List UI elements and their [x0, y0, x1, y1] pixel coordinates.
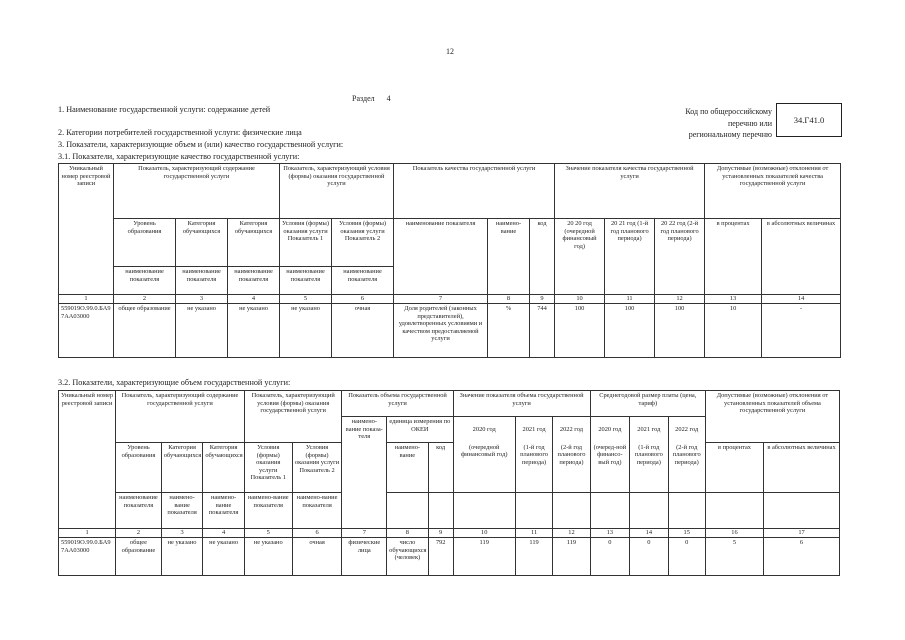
- v-blank-5: [630, 493, 668, 529]
- v-row-v3: 119: [553, 538, 590, 576]
- q-row-code: 744: [530, 304, 555, 358]
- v-row-cat1: не указано: [161, 538, 203, 576]
- v-unique-cont2: [59, 493, 116, 529]
- v-y2020: 2020 год: [472, 426, 496, 433]
- v-p2020-cell: [590, 417, 629, 493]
- q-row-v1: 100: [555, 304, 605, 358]
- v-unique-cont: [59, 443, 116, 493]
- v-blank-4: [590, 493, 629, 529]
- q-h-percent: в процентах: [705, 219, 762, 295]
- v-num: 9: [428, 529, 453, 538]
- q-row-cat2: не указано: [228, 304, 280, 358]
- q-num: 8: [488, 295, 530, 304]
- q-row-absolute: -: [762, 304, 841, 358]
- v-row-cond2: очная: [292, 538, 342, 576]
- q-h-deviation: Допустимые (возможные) отклонения от установленных показателей качества государственной услуги: [705, 164, 841, 219]
- q-sub-cat2: [228, 219, 280, 295]
- v-p-y2021: 2021 год: [637, 426, 661, 433]
- q-row-id: 559019О.99.0.БА97АА03000: [59, 304, 114, 358]
- section-title: [352, 94, 391, 103]
- v-p-y2020: 2020 год: [598, 426, 622, 433]
- v-num: 14: [630, 529, 668, 538]
- v-num: 12: [553, 529, 590, 538]
- v-blank-1: [453, 493, 515, 529]
- v-y2021: 2021 год: [522, 426, 546, 433]
- v-p2022-cell: [668, 417, 705, 493]
- v-sub-name4: наимено-вание показателя: [244, 493, 292, 529]
- q-num: 1: [59, 295, 114, 304]
- section-number: 4: [386, 94, 391, 103]
- v-num: 3: [161, 529, 203, 538]
- v-sub-level: Уровень образования: [116, 443, 162, 493]
- q-sub-name4: наименование показателя: [280, 266, 331, 283]
- v-p2021-cell: [630, 417, 668, 493]
- q-h-name: наименование показателя: [394, 219, 488, 295]
- q-row-level: общее образование: [114, 304, 176, 358]
- volume-heading: 3.2. Показатели, характеризующие объем государственной услуги:: [58, 378, 291, 387]
- v-p2021: (1-й год планового периода): [634, 443, 663, 466]
- q-sub-cond2: [332, 219, 394, 295]
- q-row-cond1: не указано: [280, 304, 332, 358]
- v-num: 6: [292, 529, 342, 538]
- v-h-absolute: в абсолютных величинах: [764, 443, 840, 493]
- q-num: 14: [762, 295, 841, 304]
- v-d2022: (2-й год планового периода): [557, 443, 586, 466]
- v-row-percent: 5: [705, 538, 763, 576]
- q-h-unique: Уникальный номер реестровой записи: [59, 164, 114, 295]
- registry-code-box: 34.Г41.0: [776, 103, 842, 137]
- v-num: 2: [116, 529, 162, 538]
- v-blank-7: [705, 493, 763, 529]
- v-p2020: (очеред-ной финансо-вый год): [593, 443, 627, 466]
- quality-table: [58, 163, 841, 358]
- section-label: Раздел: [352, 94, 375, 103]
- v-row-indicator: физические лица: [342, 538, 387, 576]
- v-d2020: (очередной финансовый год): [461, 443, 508, 459]
- q-sub-cond2-text: Условия (формы) оказания услуги Показатель 2: [339, 220, 386, 243]
- v-blank-code: [428, 493, 453, 529]
- q-data-row: [59, 304, 841, 358]
- v-y2020-cell: [453, 417, 515, 493]
- v-sub-cat1: Категория обучающихся: [161, 443, 203, 493]
- q-sub-cat1-text: Категория обучающихся: [182, 220, 221, 235]
- v-number-row: [59, 529, 840, 538]
- q-num: 9: [530, 295, 555, 304]
- v-row-cat2: не указано: [203, 538, 245, 576]
- q-num: 7: [394, 295, 488, 304]
- v-sub-name1: наименование показателя: [116, 493, 162, 529]
- v-d2021: (1-й год планового периода): [520, 443, 548, 466]
- q-sub-name5: наименование показателя: [332, 266, 393, 283]
- v-y2022: 2022 год: [559, 426, 583, 433]
- page-number: 12: [446, 47, 454, 56]
- q-sub-name1: наименование показателя: [114, 266, 175, 283]
- q-num: 4: [228, 295, 280, 304]
- v-blank-8: [764, 493, 840, 529]
- q-h-values: Значение показателя качества государственной услуги: [555, 164, 705, 219]
- v-sub-name3: наимено-вание показателя: [203, 493, 245, 529]
- q-year1: 20 20 год (очередной финансовый год): [555, 219, 605, 295]
- v-row-code: 792: [428, 538, 453, 576]
- v-blank-2: [515, 493, 552, 529]
- q-row-unit: %: [488, 304, 530, 358]
- q-sub-level: [114, 219, 176, 295]
- q-sub-cond1-text: Условия (формы) оказания услуги Показатель 1: [282, 220, 329, 243]
- q-num: 12: [655, 295, 705, 304]
- v-blank-3: [553, 493, 590, 529]
- q-num: 6: [332, 295, 394, 304]
- v-h-unit-name: наимено-вание: [387, 443, 429, 493]
- q-sub-cond1: [280, 219, 332, 295]
- quality-heading: 3.1. Показатели, характеризующие качество государственной услуги:: [58, 152, 300, 161]
- v-y2021-cell: [515, 417, 552, 493]
- v-num: 7: [342, 529, 387, 538]
- q-num: 3: [176, 295, 228, 304]
- v-num: 11: [515, 529, 552, 538]
- q-h-quality: Показатель качества государственной услуги: [394, 164, 555, 219]
- q-row-cond2: очная: [332, 304, 394, 358]
- v-sub-cond1: Условия (формы) оказания услуги Показатель 1: [244, 443, 292, 493]
- v-y2022-cell: [553, 417, 590, 493]
- v-sub-name2: наимено-вание показателя: [161, 493, 203, 529]
- consumer-category-line: 2. Категории потребителей государственной услуги: физические лица: [58, 128, 302, 137]
- q-h-unit-code: код: [530, 219, 555, 295]
- v-h-values: Значение показателя объема государственной услуги: [453, 391, 590, 417]
- volume-table: [58, 390, 840, 576]
- v-h-conditions: Показатель, характеризующий условия (формы) оказания государственной услуги: [244, 391, 342, 443]
- v-num: 5: [244, 529, 292, 538]
- q-num: 11: [605, 295, 655, 304]
- code-label-line2: перечню или: [727, 118, 772, 128]
- v-num: 13: [590, 529, 629, 538]
- v-num: 16: [705, 529, 763, 538]
- code-label-line3: региональному перечню: [688, 130, 772, 139]
- v-row-p2: 0: [630, 538, 668, 576]
- v-num: 15: [668, 529, 705, 538]
- v-h-deviation: Допустимые (возможные) отклонения от установленных показателей объема государственной услуги: [705, 391, 839, 443]
- q-year2: 20 21 год (1-й год планового периода): [605, 219, 655, 295]
- v-row-v2: 119: [515, 538, 552, 576]
- v-data-row: [59, 538, 840, 576]
- v-h-unit: единица измерения по ОКЕИ: [387, 417, 453, 443]
- v-row-unit: число обучающихся (человек): [387, 538, 429, 576]
- q-num: 10: [555, 295, 605, 304]
- v-blank-unit: [387, 493, 429, 529]
- q-row-percent: 10: [705, 304, 762, 358]
- v-num: 8: [387, 529, 429, 538]
- v-num: 17: [764, 529, 840, 538]
- v-h-unique: Уникальный номер реестровой записи: [59, 391, 116, 443]
- v-p2022: (2-й год планового периода): [672, 443, 701, 466]
- v-sub-cat2: Категория обучающихся: [203, 443, 245, 493]
- service-name-line: 1. Наименование государственной услуги: содержание детей: [58, 105, 271, 114]
- q-h-conditions: Показатель, характеризующий условия (формы) оказания государственной услуги: [280, 164, 394, 219]
- v-h-content: Показатель, характеризующий содержание государственной услуги: [116, 391, 245, 443]
- q-number-row: [59, 295, 841, 304]
- code-label: [630, 106, 772, 141]
- q-sub-cat1: [176, 219, 228, 295]
- v-p-y2022: 2022 год: [675, 426, 699, 433]
- q-row-v3: 100: [655, 304, 705, 358]
- v-row-level: общее образование: [116, 538, 162, 576]
- v-row-absolute: 6: [764, 538, 840, 576]
- v-num: 4: [203, 529, 245, 538]
- v-h-price: Среднегодовой размер платы (цена, тариф): [590, 391, 705, 417]
- v-h-unit-code: код: [428, 443, 453, 493]
- v-blank-6: [668, 493, 705, 529]
- q-num: 2: [114, 295, 176, 304]
- q-sub-name3: наименование показателя: [228, 266, 279, 283]
- q-sub-level-text: Уровень образования: [127, 220, 162, 235]
- q-num: 13: [705, 295, 762, 304]
- indicators-line: 3. Показатели, характеризующие объем и (или) качество государственной услуги:: [58, 140, 344, 149]
- q-num: 5: [280, 295, 332, 304]
- q-h-absolute: в абсолютных величинах: [762, 219, 841, 295]
- v-sub-name5: наимено-вание показателя: [292, 493, 342, 529]
- v-num: 1: [59, 529, 116, 538]
- v-h-name: наимено-вание показа-теля: [342, 417, 387, 529]
- q-row-indicator: Доля родителей (законных представителей), удовлетворенных условиями и качеством предоставляемой услуги: [394, 304, 488, 358]
- v-h-percent: в процентах: [705, 443, 763, 493]
- code-label-line1: Код по общероссийскому: [685, 107, 772, 116]
- q-h-content: Показатель, характеризующий содержание государственной услуги: [114, 164, 280, 219]
- v-num: 10: [453, 529, 515, 538]
- v-h-volume: Показатель объема государственной услуги: [342, 391, 453, 417]
- q-sub-name2: наименование показателя: [176, 266, 227, 283]
- v-row-id: 559019О.99.0.БА97АА03000: [59, 538, 116, 576]
- q-row-v2: 100: [605, 304, 655, 358]
- q-sub-cat2-text: Категория обучающихся: [234, 220, 273, 235]
- v-row-p3: 0: [668, 538, 705, 576]
- v-row-p1: 0: [590, 538, 629, 576]
- v-row-cond1: не указано: [244, 538, 292, 576]
- v-sub-cond2: Условия (формы) оказания услуги Показатель 2: [292, 443, 342, 493]
- q-year3: 20 22 год (2-й год планового периода): [655, 219, 705, 295]
- q-h-unit-name: наимено-вание: [488, 219, 530, 295]
- v-row-v1: 119: [453, 538, 515, 576]
- q-row-cat1: не указано: [176, 304, 228, 358]
